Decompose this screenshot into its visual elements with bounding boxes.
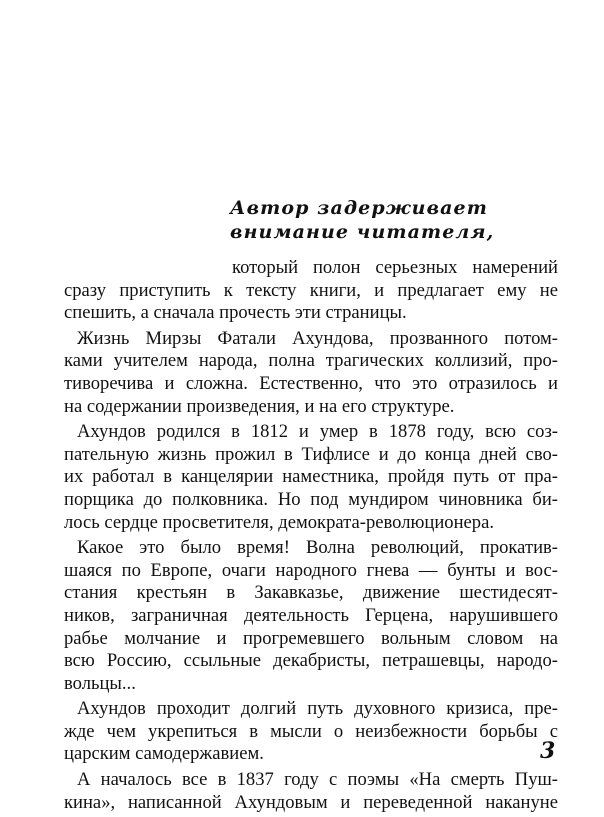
text-line: порщика до полковника. Но под мундиром чиновника би- [64,488,558,510]
text-line: вольцы... [64,672,136,694]
text-line: ников, заграничная деятельность Герцена, нарушившего [64,604,558,626]
text-line: рабье молчание и прогремевшего вольным словом на [64,627,558,649]
paragraph [64,537,558,695]
text-line: спешить, а сначала прочесть эти страницы. [64,302,407,324]
text-line: стания крестьян в Закавказье, движение шестидесят- [64,582,558,604]
paragraph [64,328,558,418]
text-line: ками учителем народа, полна трагических коллизий, про- [64,350,558,372]
text-line: лось сердце просветителя, демократа-революционера. [64,511,494,533]
heading-line-2: внимание читателя, [230,221,495,243]
text-line: А началось все в 1837 году с поэмы «На смерть Пуш- [77,769,558,791]
body-text [64,257,558,817]
paragraph [64,769,558,814]
paragraph [64,421,558,534]
text-line: их работал в канцелярии наместника, пройдя путь от пра- [64,466,558,488]
text-line: на содержании произведения, и на его структуре. [64,395,455,417]
text-line: всю Россию, ссыльные декабристы, петрашевцы, народо- [64,650,558,672]
text-line: который полон серьезных намерений [232,257,558,278]
chapter-heading [230,196,560,244]
text-line: Ахундов родился в 1812 и умер в 1878 году, всю соз- [77,421,558,443]
paragraph [64,698,558,766]
paragraph [64,257,558,325]
text-line: царским самодержавием. [64,743,264,765]
text-line: сразу приступить к тексту книги, и предлагает ему не [64,279,558,301]
text-line: кина», написанной Ахундовым и переведенной накануне [64,791,558,813]
page-number: 3 [540,738,556,764]
text-line: пательную жизнь прожил в Тифлисе и до конца дней сво- [64,443,558,465]
text-line: тиворечива и сложна. Естественно, что это отразилось и [64,372,558,394]
text-line: Жизнь Мирзы Фатали Ахундова, прозванного потом- [77,327,558,349]
text-line: Какое это было время! Волна революций, прокатив- [77,537,558,559]
text-line: шаяся по Европе, очаги народного гнева — бунты и вос- [64,559,558,581]
text-line: жде чем укрепиться в мысли о неизбежности борьбы с [64,720,558,742]
heading-line-1: Автор задерживает [230,197,488,219]
text-line: Ахундов проходит долгий путь духовного кризиса, пре- [77,698,558,720]
